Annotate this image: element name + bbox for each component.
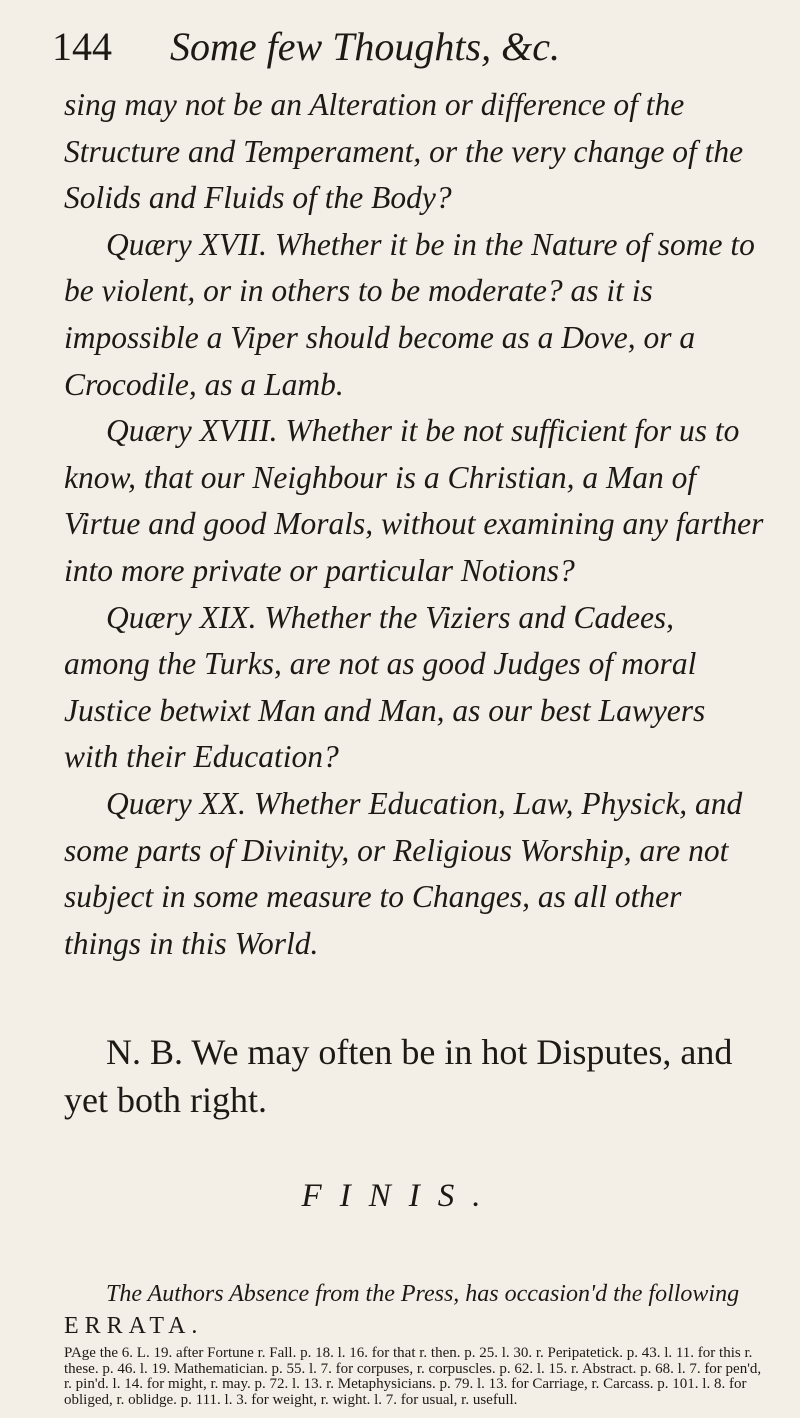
finis: FINIS. [301,1178,499,1214]
running-title: Some few Thoughts, &c. [170,24,560,69]
errata-list: PAge the 6. L. 19. after Fortune r. Fall. p. 18. l. 16. for that r. then. p. 25. l. 30. r. Peripatetick. p. 43. l. 11. for this r. these. p. 46. l. 19. Mathematician. p. 55. l. 7. for corpuses, r. corpuscles. p. 62. l. 15. r. Abstract. p. 68. l. 7. for pen'd, r. pin'd. l. 14. for might, r. may. p. 72. l. 13. r. Metaphysicians. p. 79. l. 13. for Carriage, r. Carcass. p. 101. l. 8. for obliged, r. oblidge. p. 111. l. 3. for weight, r. wight. l. 7. for usual, r. usefull. [64,1345,762,1408]
page-number: 144 [52,24,112,69]
query-17: Quæry XVII. Whether it be in the Nature of some to be violent, or in others to be moderate? as it is impossible a Viper should become as a Dove, or a Crocodile, as a Lamb. [64,226,755,402]
paragraph-continuation: sing may not be an Alteration or difference of the Structure and Temperament, or the very change of the Solids and Fluids of the Body? [64,87,744,216]
query-18: Quæry XVIII. Whether it be not sufficient for us to know, that our Neighbour is a Christian, a Man of Virtue and good Morals, without examining any farther into more private or particular Notions? [64,413,764,588]
errata-word: ERRATA. [64,1313,204,1339]
errata-heading [64,1278,764,1342]
page-header [52,22,752,72]
body-text [64,82,764,967]
nota-bene: N. B. We may often be in hot Disputes, and yet both right. [64,1032,733,1120]
errata-intro: The Authors Absence from the Press, has occasion'd the following [106,1281,740,1307]
query-20: Quæry XX. Whether Education, Law, Physick, and some parts of Divinity, or Religious Worship, are not subject in some measure to Changes, as all other things in this World. [64,785,743,961]
query-19: Quæry XIX. Whether the Viziers and Cadees, among the Turks, are not as good Judges of moral Justice betwixt Man and Man, as our best Lawyers with their Education? [64,599,706,775]
